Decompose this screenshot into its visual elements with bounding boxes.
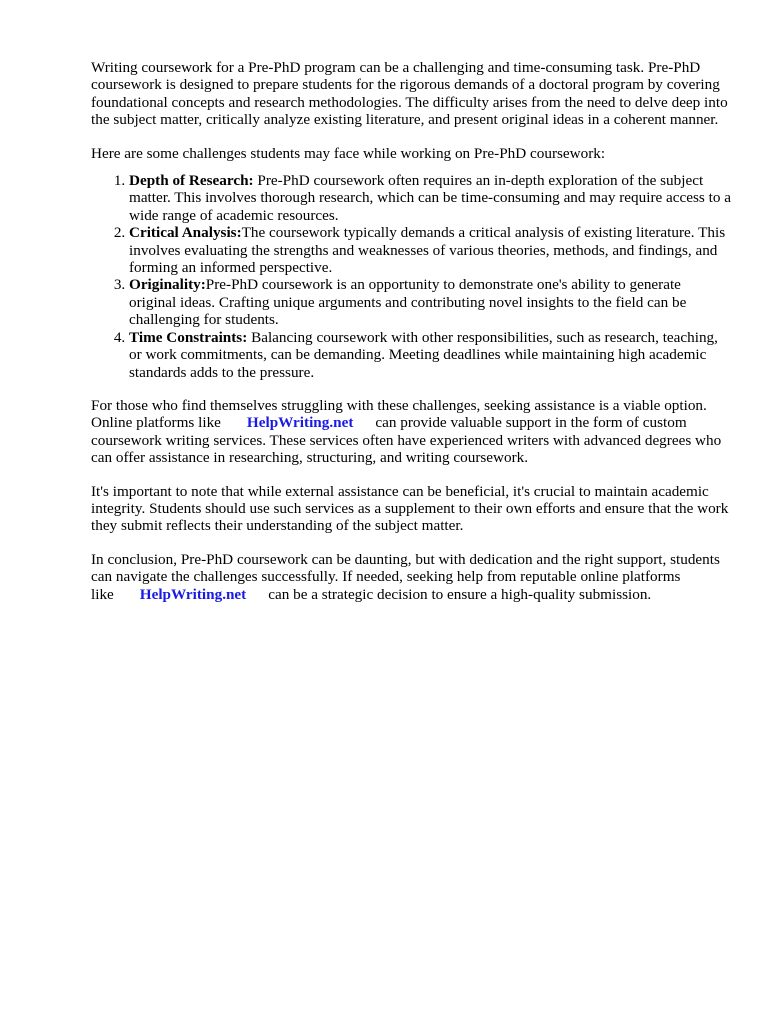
document-body xyxy=(91,59,731,619)
challenges-lead-paragraph: Here are some challenges students may face while working on Pre-PhD coursework: xyxy=(91,144,606,162)
helpwriting-link-conclusion[interactable]: HelpWriting.net xyxy=(139,585,247,603)
conclusion-paragraph xyxy=(91,551,731,603)
list-item-term: Critical Analysis: xyxy=(129,224,242,242)
conclusion-text-before: In conclusion, Pre-PhD coursework can be daunting, but with dedication and the right support, students can navigate the challenges successfully. If needed, seeking help from reputable online platforms like xyxy=(91,550,720,603)
list-item-text: Balancing coursework with other responsibilities, such as research, teaching, or work commitments, can be demanding. Meeting deadlines while maintaining high academic standards adds to the pressure. xyxy=(129,328,718,381)
helpwriting-link[interactable]: HelpWriting.net xyxy=(246,414,354,432)
list-item-text: The coursework typically demands a critical analysis of existing literature. This involves evaluating the strengths and weaknesses of various theories, methods, and findings, and forming an informed perspective. xyxy=(129,224,726,277)
list-item xyxy=(129,224,731,276)
list-item-term: Depth of Research: xyxy=(129,172,254,190)
conclusion-text-after: can be a strategic decision to ensure a high-quality submission. xyxy=(268,585,652,603)
assistance-text-before: For those who find themselves struggling with these challenges, seeking assistance is a viable option. Online platforms like xyxy=(91,396,707,432)
list-item xyxy=(129,172,731,224)
intro-paragraph: Writing coursework for a Pre-PhD program can be a challenging and time-consuming task. Pre-PhD coursework is designed to prepare students for the rigorous demands of a doctoral program by covering foundational concepts and research methodologies. The difficulty arises from the need to delve deep into the subject matter, critically analyze existing literature, and present original ideas in a coherent manner. xyxy=(91,59,728,129)
challenges-list xyxy=(91,172,731,381)
assistance-paragraph xyxy=(91,397,731,467)
list-item xyxy=(129,276,731,328)
list-item-text: Pre-PhD coursework is an opportunity to demonstrate one's ability to generate original ideas. Crafting unique arguments and contributing novel insights to the field can be challenging for students. xyxy=(129,276,687,329)
list-item-term: Time Constraints: xyxy=(129,328,248,346)
list-item-text: Pre-PhD coursework often requires an in-depth exploration of the subject matter. This involves thorough research, which can be time-consuming and may require access to a wide range of academic resources. xyxy=(129,172,731,224)
list-item xyxy=(129,329,731,381)
list-item-term: Originality: xyxy=(129,276,206,294)
integrity-paragraph: It's important to note that while external assistance can be beneficial, it's crucial to maintain academic integrity. Students should use such services as a supplement to their own efforts and ensure that the work they submit reflects their understanding of the subject matter. xyxy=(91,482,729,535)
assistance-text-after: can provide valuable support in the form of custom coursework writing services. These services often have experienced writers with advanced degrees who can offer assistance in researching, structuring, and writing coursework. xyxy=(91,414,722,467)
